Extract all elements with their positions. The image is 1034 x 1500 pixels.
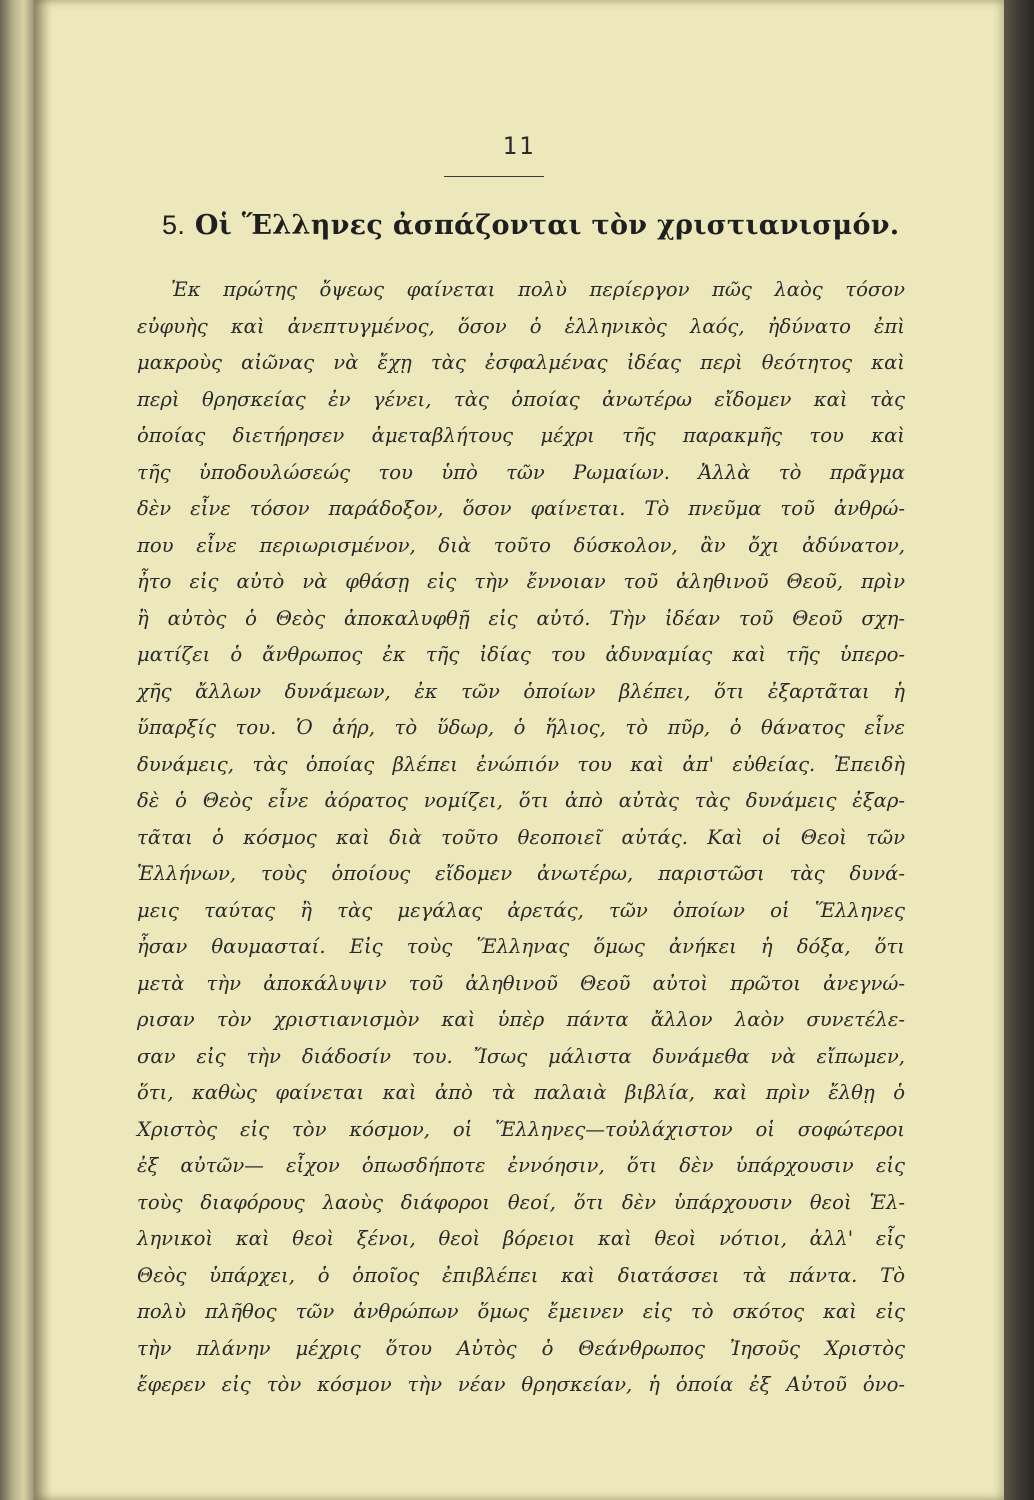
- text-line: ἔφερεν εἰς τὸν κόσμον τὴν νέαν θρησκείαν, ἡ ὁποία ἐξ Αὐτοῦ ὀνο-: [137, 1373, 905, 1396]
- text-line: δὲ ὁ Θεὸς εἶνε ἀόρατος νομίζει, ὅτι ἀπὸ αὐτὰς τὰς δυνάμεις ἐξαρ-: [137, 789, 905, 812]
- text-line: πολὺ πλῆθος τῶν ἀνθρώπων ὅμως ἔμεινεν εἰς τὸ σκότος καὶ εἰς: [137, 1300, 905, 1323]
- text-line: ὕπαρξίς του. Ὁ ἀήρ, τὸ ὕδωρ, ὁ ἥλιος, τὸ πῦρ, ὁ θάνατος εἶνε: [137, 716, 905, 739]
- text-line: ληνικοὶ καὶ θεοὶ ξένοι, θεοὶ βόρειοι καὶ θεοὶ νότιοι, ἀλλ' εἷς: [137, 1227, 905, 1250]
- text-line: ἐξ αὐτῶν— εἶχον ὁπωσδήποτε ἐννόησιν, ὅτι δὲν ὑπάρχουσιν εἰς: [137, 1154, 905, 1177]
- page-number: 11: [502, 132, 536, 160]
- text-line: Ἐκ πρώτης ὄψεως φαίνεται πολὺ περίεργον πῶς λαὸς τόσον: [171, 278, 905, 301]
- book-cover-edge: [1004, 0, 1034, 1500]
- section-heading-text: Οἱ Ἕλληνες ἀσπάζονται τὸν χριστιανισμόν.: [194, 210, 900, 241]
- text-line: Ἑλλήνων, τοὺς ὁποίους εἴδομεν ἀνωτέρω, παριστῶσι τὰς δυνά-: [137, 862, 905, 885]
- text-line: Θεὸς ὑπάρχει, ὁ ὁποῖος ἐπιβλέπει καὶ διατάσσει τὰ πάντα. Τὸ: [137, 1263, 905, 1287]
- section-number: 5.: [162, 210, 186, 240]
- text-line: τᾶται ὁ κόσμος καὶ διὰ τοῦτο θεοποιεῖ αὐτάς. Καὶ οἱ Θεοὶ τῶν: [137, 825, 905, 849]
- text-line: εὐφυὴς καὶ ἀνεπτυγμένος, ὅσον ὁ ἑλληνικὸς λαός, ἠδύνατο ἐπὶ: [137, 314, 905, 338]
- text-line: ἦτο εἰς αὐτὸ νὰ φθάσῃ εἰς τὴν ἔννοιαν τοῦ ἀληθινοῦ Θεοῦ, πρὶν: [137, 570, 905, 593]
- page-header: [34, 132, 1004, 160]
- previous-page-edge: [0, 0, 34, 1500]
- text-line: ἦσαν θαυμασταί. Εἰς τοὺς Ἕλληνας ὅμως ἀνήκει ἡ δόξα, ὅτι: [137, 935, 905, 958]
- text-line: τοὺς διαφόρους λαοὺς διάφοροι θεοί, ὅτι δὲν ὑπάρχουσιν θεοὶ Ἑλ-: [137, 1190, 905, 1214]
- text-line: τῆς ὑποδουλώσεώς του ὑπὸ τῶν Ρωμαίων. Ἀλλὰ τὸ πρᾶγμα: [137, 460, 905, 484]
- header-rule: [444, 176, 544, 177]
- text-line: ρισαν τὸν χριστιανισμὸν καὶ ὑπὲρ πάντα ἄλλον λαὸν συνετέλε-: [137, 1008, 905, 1031]
- book-page: [34, 0, 1004, 1500]
- body-text: [137, 272, 905, 1404]
- text-line: μακροὺς αἰῶνας νὰ ἔχῃ τὰς ἐσφαλμένας ἰδέας περὶ θεότητος καὶ: [137, 351, 905, 374]
- spine-shadow: [34, 0, 52, 1500]
- section-title: [162, 210, 942, 241]
- text-line: δυνάμεις, τὰς ὁποίας βλέπει ἐνώπιόν του καὶ ἀπ' εὐθείας. Ἐπειδὴ: [137, 752, 905, 776]
- text-line: περὶ θρησκείας ἐν γένει, τὰς ὁποίας ἀνωτέρω εἴδομεν καὶ τὰς: [137, 387, 905, 411]
- text-line: ὁποίας διετήρησεν ἀμεταβλήτους μέχρι τῆς παρακμῆς του καὶ: [137, 424, 905, 447]
- text-line: μεις ταύτας ἢ τὰς μεγάλας ἀρετάς, τῶν ὁποίων οἱ Ἕλληνες: [137, 898, 905, 922]
- text-line: δὲν εἶνε τόσον παράδοξον, ὅσον φαίνεται. Τὸ πνεῦμα τοῦ ἀνθρώ-: [137, 497, 905, 520]
- text-line: ματίζει ὁ ἄνθρωπος ἐκ τῆς ἰδίας του ἀδυναμίας καὶ τῆς ὑπερο-: [137, 643, 905, 666]
- text-line: Χριστὸς εἰς τὸν κόσμον, οἱ Ἕλληνες—τοὐλάχιστον οἱ σοφώτεροι: [137, 1117, 905, 1141]
- text-line: σαν εἰς τὴν διάδοσίν του. Ἴσως μάλιστα δυνάμεθα νὰ εἴπωμεν,: [137, 1044, 905, 1068]
- text-line: ἢ αὐτὸς ὁ Θεὸς ἀποκαλυφθῇ εἰς αὐτό. Τὴν ἰδέαν τοῦ Θεοῦ σχη-: [137, 606, 905, 630]
- text-line: ὅτι, καθὼς φαίνεται καὶ ἀπὸ τὰ παλαιὰ βιβλία, καὶ πρὶν ἔλθῃ ὁ: [137, 1081, 905, 1104]
- text-line: μετὰ τὴν ἀποκάλυψιν τοῦ ἀληθινοῦ Θεοῦ αὐτοὶ πρῶτοι ἀνεγνώ-: [137, 971, 905, 995]
- text-line: που εἶνε περιωρισμένον, διὰ τοῦτο δύσκολον, ἂν ὄχι ἀδύνατον,: [137, 533, 905, 557]
- text-line: τὴν πλάνην μέχρις ὅτου Αὐτὸς ὁ Θεάνθρωπος Ἰησοῦς Χριστὸς: [137, 1336, 905, 1360]
- text-line: χῆς ἄλλων δυνάμεων, ἐκ τῶν ὁποίων βλέπει, ὅτι ἐξαρτᾶται ἡ: [137, 679, 905, 703]
